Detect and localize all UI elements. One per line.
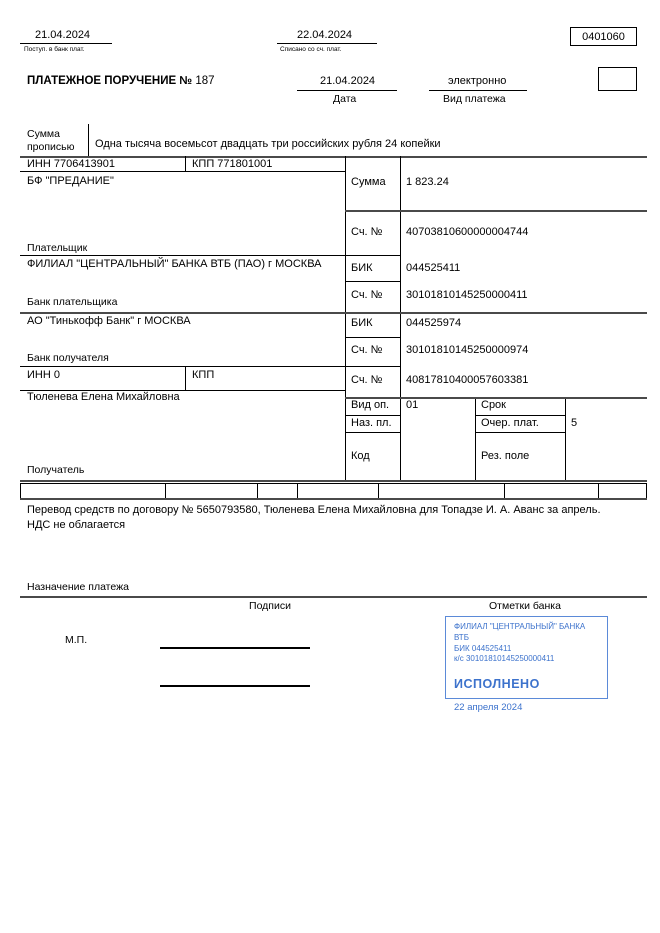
divider [646, 483, 647, 498]
divider [504, 483, 505, 498]
payee-account: 40817810400057603381 [406, 374, 529, 386]
payer-inn: ИНН 7706413901 [27, 158, 116, 170]
signature-line-2 [160, 685, 310, 687]
stamp-corr-line: к/с 30101810145250000411 [454, 654, 555, 664]
stamp-status: ИСПОЛНЕНО [454, 677, 540, 692]
payer-bank-section-label: Банк плательщика [27, 296, 118, 308]
payer-name: БФ "ПРЕДАНИЕ" [27, 175, 114, 187]
purpose-line-1: Перевод средств по договору № 5650793580, Тюленева Елена Михайловна для Топадзе И. А. Аванс за апрель. [27, 504, 601, 516]
payee-bank-name: АО "Тинькофф Банк" г МОСКВА [27, 315, 191, 327]
code-label: Код [351, 450, 370, 462]
purpose-line-2: НДС не облагается [27, 519, 126, 531]
payee-bank-bik: 044525974 [406, 317, 462, 329]
received-date: 21.04.2024 [35, 29, 91, 41]
divider [20, 366, 400, 367]
payer-account: 40703810600000004744 [406, 226, 529, 238]
payer-bank-bik: 044525411 [406, 262, 461, 274]
term-label: Срок [481, 399, 506, 411]
divider [257, 483, 258, 498]
stamp-bik-line: БИК 044525411 [454, 643, 512, 653]
divider [400, 156, 401, 480]
payee-bank-bik-label: БИК [351, 317, 373, 329]
signature-line-1 [160, 647, 310, 649]
budget-row-top [20, 483, 647, 484]
amount-words-label-2: прописью [27, 141, 75, 153]
amount-words-label-1: Сумма [27, 128, 60, 140]
empty-mark-box [598, 67, 637, 91]
purpose-section-label: Назначение платежа [27, 581, 129, 593]
payer-account-label: Сч. № [351, 226, 383, 238]
payee-bank-account: 30101810145250000974 [406, 344, 529, 356]
payee-account-label: Сч. № [351, 374, 383, 386]
divider [20, 255, 400, 256]
payment-kind: электронно [448, 75, 507, 87]
divider [345, 281, 400, 282]
debited-date-label: Списано со сч. плат. [280, 46, 342, 53]
priority-label: Очер. плат. [481, 417, 539, 429]
received-date-underline [20, 43, 112, 44]
divider [297, 483, 298, 498]
date-underline [297, 90, 397, 91]
divider [345, 337, 400, 338]
divider [598, 483, 599, 498]
pay-purpose-code-label: Наз. пл. [351, 417, 392, 429]
amount-in-words: Одна тысяча восемьсот двадцать три российских рубля 24 копейки [95, 138, 441, 150]
payee-kpp: КПП [192, 369, 215, 381]
bank-marks-label: Отметки банка [489, 600, 561, 612]
divider [378, 483, 379, 498]
divider [20, 171, 345, 172]
debited-date-underline [277, 43, 377, 44]
priority-value: 5 [571, 417, 578, 429]
divider [475, 432, 565, 433]
debited-date: 22.04.2024 [297, 29, 353, 41]
budget-row-bottom [20, 498, 647, 500]
divider [20, 483, 21, 498]
divider [475, 397, 476, 480]
section-border [20, 312, 647, 314]
payee-name: Тюленева Елена Михайловна [27, 391, 180, 403]
divider [185, 156, 186, 171]
divider [565, 397, 566, 480]
divider [88, 124, 89, 156]
amount-value: 1 823.24 [406, 176, 449, 188]
document-date: 21.04.2024 [320, 75, 376, 87]
payee-bank-section-label: Банк получателя [27, 352, 109, 364]
amount-label: Сумма [351, 176, 386, 188]
stamp-bank-line: ФИЛИАЛ "ЦЕНТРАЛЬНЫЙ" БАНКА ВТБ [454, 622, 586, 642]
payee-bank-account-label: Сч. № [351, 344, 383, 356]
payment-kind-label: Вид платежа [443, 93, 506, 105]
stamp-place-label: М.П. [65, 634, 88, 646]
document-number: 187 [195, 75, 215, 87]
divider [165, 483, 166, 498]
divider [345, 432, 400, 433]
payer-bank-account: 30101810145250000411 [406, 289, 528, 301]
payer-bank-account-label: Сч. № [351, 289, 383, 301]
signatures-label: Подписи [249, 600, 291, 612]
form-code-box [570, 27, 637, 46]
reserve-field-label: Рез. поле [481, 450, 530, 462]
section-border [20, 596, 647, 598]
section-border [20, 480, 647, 482]
op-kind-value: 01 [406, 399, 419, 411]
payer-kpp: КПП 771801001 [192, 158, 273, 170]
received-date-label: Поступ. в банк плат. [24, 46, 85, 53]
payee-section-label: Получатель [27, 464, 85, 476]
bank-stamp [445, 616, 608, 714]
payee-inn: ИНН 0 [27, 369, 60, 381]
divider [345, 415, 400, 416]
payer-bank-bik-label: БИК [351, 262, 373, 274]
op-kind-label: Вид оп. [351, 399, 390, 411]
document-title: ПЛАТЕЖНОЕ ПОРУЧЕНИЕ № 187 [27, 75, 215, 87]
form-code: 0401060 [582, 30, 625, 43]
stamp-date: 22 апреля 2024 [454, 702, 523, 714]
divider [185, 366, 186, 390]
payer-section-label: Плательщик [27, 242, 88, 254]
payment-kind-underline [429, 90, 527, 91]
divider [345, 210, 647, 212]
date-label: Дата [333, 93, 357, 105]
divider [475, 415, 565, 416]
payer-bank-name: ФИЛИАЛ "ЦЕНТРАЛЬНЫЙ" БАНКА ВТБ (ПАО) г МОСКВА [27, 258, 322, 270]
